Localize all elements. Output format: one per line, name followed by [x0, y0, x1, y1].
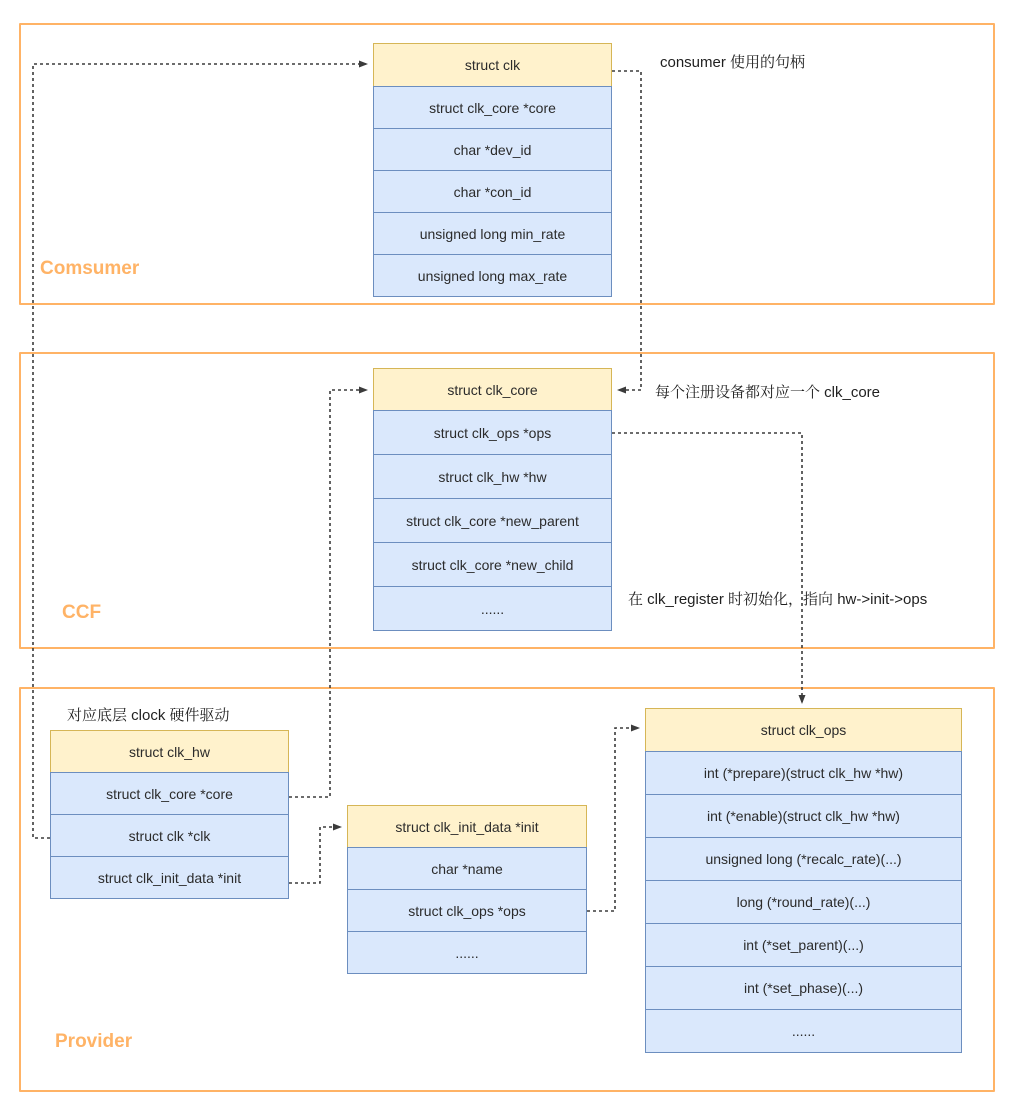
- note-clk-core: 每个注册设备都对应一个 clk_core: [655, 384, 881, 401]
- struct-clk-core-field-hw: struct clk_hw *hw: [373, 454, 612, 499]
- struct-clk-ops-field-set-parent: int (*set_parent)(...): [645, 923, 962, 967]
- struct-clk-field-core: struct clk_core *core: [373, 86, 612, 129]
- struct-clk-core-header: struct clk_core: [373, 368, 612, 411]
- struct-clk-hw-field-clk: struct clk *clk: [50, 814, 289, 857]
- struct-clk-hw-box: [50, 730, 289, 899]
- struct-clk-field-max-rate: unsigned long max_rate: [373, 254, 612, 297]
- struct-clk-field-con-id: char *con_id: [373, 170, 612, 213]
- note-consumer-handle: consumer 使用的句柄: [660, 54, 806, 71]
- note-ops-init: 在 clk_register 时初始化，指向 hw->init->ops: [628, 591, 928, 608]
- group-provider-label: Provider: [55, 1031, 133, 1052]
- struct-clk-hw-field-core: struct clk_core *core: [50, 772, 289, 815]
- struct-clk-hw-field-init: struct clk_init_data *init: [50, 856, 289, 899]
- struct-clk-header: struct clk: [373, 43, 612, 87]
- struct-clk-field-dev-id: char *dev_id: [373, 128, 612, 171]
- struct-clk-core-field-new-child: struct clk_core *new_child: [373, 542, 612, 587]
- note-clk-hw-driver: 对应底层 clock 硬件驱动: [67, 707, 230, 724]
- struct-clk-core-field-more: ......: [373, 586, 612, 631]
- struct-clk-field-min-rate: unsigned long min_rate: [373, 212, 612, 255]
- struct-clk-core-box: [373, 368, 612, 631]
- struct-clk-ops-header: struct clk_ops: [645, 708, 962, 752]
- struct-clk-ops-field-enable: int (*enable)(struct clk_hw *hw): [645, 794, 962, 838]
- struct-clk-ops-field-set-phase: int (*set_phase)(...): [645, 966, 962, 1010]
- struct-clk-ops-box: [645, 708, 962, 1053]
- struct-clk-ops-field-more: ......: [645, 1009, 962, 1053]
- struct-clk-box: [373, 43, 612, 297]
- struct-clk-ops-field-recalc-rate: unsigned long (*recalc_rate)(...): [645, 837, 962, 881]
- struct-clk-hw-header: struct clk_hw: [50, 730, 289, 773]
- struct-clk-init-data-field-more: ......: [347, 931, 587, 974]
- struct-clk-core-field-ops: struct clk_ops *ops: [373, 410, 612, 455]
- struct-clk-ops-field-round-rate: long (*round_rate)(...): [645, 880, 962, 924]
- struct-clk-init-data-field-name: char *name: [347, 847, 587, 890]
- struct-clk-init-data-header: struct clk_init_data *init: [347, 805, 587, 848]
- group-ccf-label: CCF: [62, 602, 102, 623]
- struct-clk-init-data-field-ops: struct clk_ops *ops: [347, 889, 587, 932]
- struct-clk-ops-field-prepare: int (*prepare)(struct clk_hw *hw): [645, 751, 962, 795]
- struct-clk-core-field-new-parent: struct clk_core *new_parent: [373, 498, 612, 543]
- group-consumer-label: Comsumer: [40, 258, 140, 279]
- struct-clk-init-data-box: [347, 805, 587, 974]
